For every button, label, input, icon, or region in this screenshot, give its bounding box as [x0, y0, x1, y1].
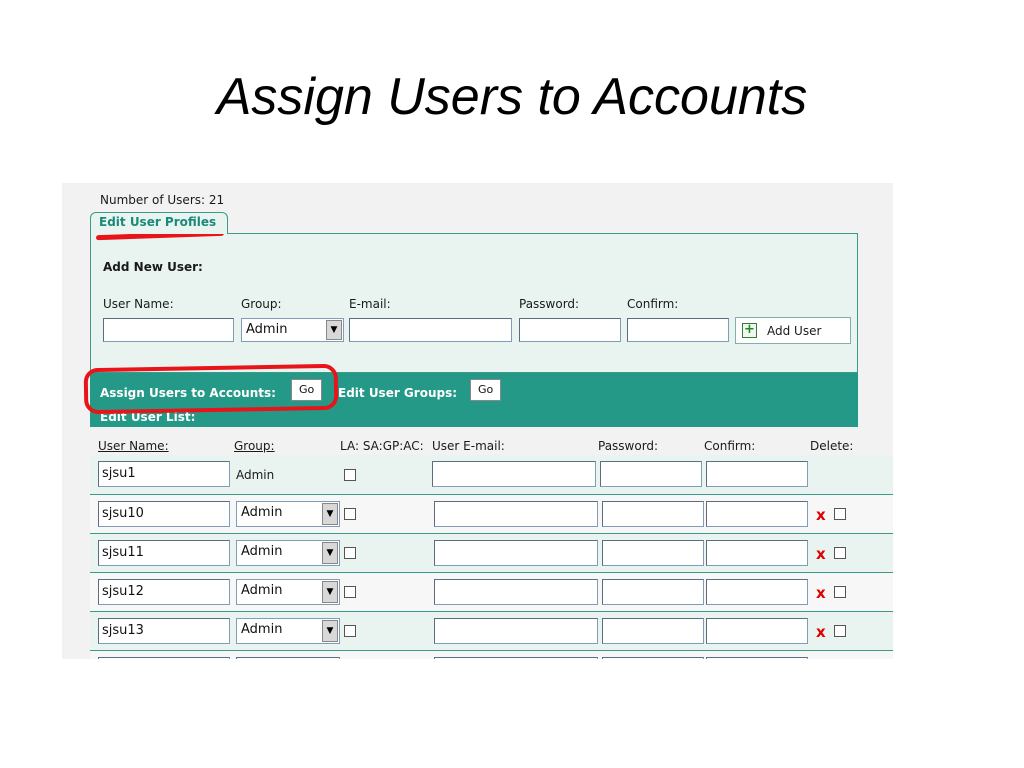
row-email-input[interactable] — [434, 540, 598, 566]
row-user-name-input[interactable]: sjsu1 — [98, 461, 230, 487]
col-user-name[interactable]: User Name: — [98, 439, 169, 453]
action-bar — [90, 373, 858, 410]
new-user-name-input[interactable] — [103, 318, 234, 342]
assign-users-go-button[interactable]: Go — [291, 379, 322, 401]
row-group-select[interactable] — [236, 579, 340, 605]
screenshot-panel — [62, 183, 893, 659]
email-label: E-mail: — [349, 297, 391, 311]
row-email-input[interactable] — [432, 461, 596, 487]
row-la-checkbox[interactable] — [344, 625, 356, 637]
add-user-icon: + — [742, 323, 757, 338]
group-label: Group: — [241, 297, 282, 311]
chevron-down-icon[interactable]: ▼ — [322, 581, 338, 603]
col-delete: Delete: — [810, 439, 854, 453]
delete-x-icon[interactable]: x — [816, 623, 826, 641]
edit-user-list-title: Edit User List: — [100, 410, 196, 424]
tab-edit-user-profiles[interactable]: Edit User Profiles — [90, 212, 228, 234]
row-delete-checkbox[interactable] — [834, 508, 846, 520]
row-group-value: Admin — [241, 622, 283, 637]
new-user-email-input[interactable] — [349, 318, 512, 342]
table-row — [90, 572, 893, 611]
new-user-confirm-input[interactable] — [627, 318, 729, 342]
row-user-name-input[interactable]: sjsu10 — [98, 501, 230, 527]
row-confirm-input[interactable] — [706, 461, 808, 487]
row-password-input[interactable] — [600, 461, 702, 487]
col-group[interactable]: Group: — [234, 439, 275, 453]
row-password-input[interactable] — [602, 657, 704, 659]
table-row — [90, 533, 893, 572]
password-label: Password: — [519, 297, 580, 311]
row-user-name-input[interactable]: sjsu13 — [98, 618, 230, 644]
delete-x-icon[interactable]: x — [816, 506, 826, 524]
col-password: Password: — [598, 439, 659, 453]
row-email-input[interactable] — [434, 657, 598, 659]
row-group-select[interactable] — [236, 501, 340, 527]
user-list-table — [90, 427, 893, 659]
edit-user-groups-go-button[interactable]: Go — [470, 379, 501, 401]
add-user-panel — [90, 233, 858, 373]
row-la-checkbox[interactable] — [344, 547, 356, 559]
user-name-label: User Name: — [103, 297, 174, 311]
col-flags: LA: SA:GP:AC: — [340, 439, 424, 453]
row-group-select[interactable] — [236, 657, 340, 659]
row-user-name-input[interactable]: sjsu11 — [98, 540, 230, 566]
delete-x-icon[interactable]: x — [816, 584, 826, 602]
row-group-value: Admin — [241, 583, 283, 598]
row-delete-checkbox[interactable] — [834, 586, 846, 598]
assign-users-label: Assign Users to Accounts: — [100, 386, 276, 400]
row-confirm-input[interactable] — [706, 579, 808, 605]
add-user-button-label: Add User — [767, 323, 822, 338]
user-count: Number of Users: 21 — [100, 193, 225, 207]
row-email-input[interactable] — [434, 579, 598, 605]
col-email: User E-mail: — [432, 439, 505, 453]
new-user-group-select[interactable] — [241, 318, 344, 342]
row-email-input[interactable] — [434, 501, 598, 527]
chevron-down-icon[interactable]: ▼ — [326, 320, 342, 340]
group-select-value: Admin — [246, 322, 288, 337]
row-la-checkbox[interactable] — [344, 508, 356, 520]
delete-x-icon[interactable]: x — [816, 545, 826, 563]
row-confirm-input[interactable] — [706, 618, 808, 644]
row-group-select[interactable] — [236, 618, 340, 644]
table-row — [90, 650, 893, 659]
row-confirm-input[interactable] — [706, 540, 808, 566]
new-user-password-input[interactable] — [519, 318, 621, 342]
edit-user-groups-label: Edit User Groups: — [338, 386, 458, 400]
add-user-button[interactable] — [735, 317, 851, 344]
slide-title: Assign Users to Accounts — [216, 68, 808, 126]
row-confirm-input[interactable] — [706, 657, 808, 659]
row-delete-checkbox[interactable] — [834, 547, 846, 559]
row-email-input[interactable] — [434, 618, 598, 644]
table-row — [90, 455, 893, 494]
row-user-name-input[interactable]: sjsu12 — [98, 579, 230, 605]
chevron-down-icon[interactable]: ▼ — [322, 542, 338, 564]
row-group-value: Admin — [241, 505, 283, 520]
chevron-down-icon[interactable]: ▼ — [322, 620, 338, 642]
table-row — [90, 494, 893, 533]
row-la-checkbox[interactable] — [344, 586, 356, 598]
row-group-value: Admin — [241, 544, 283, 559]
col-confirm: Confirm: — [704, 439, 756, 453]
row-password-input[interactable] — [602, 540, 704, 566]
row-confirm-input[interactable] — [706, 501, 808, 527]
row-group-value: Admin — [236, 468, 275, 482]
table-row — [90, 611, 893, 650]
add-user-heading: Add New User: — [103, 260, 203, 274]
row-group-select[interactable] — [236, 540, 340, 566]
row-password-input[interactable] — [602, 579, 704, 605]
row-password-input[interactable] — [602, 501, 704, 527]
row-user-name-input[interactable] — [98, 657, 230, 659]
chevron-down-icon[interactable]: ▼ — [322, 503, 338, 525]
row-la-checkbox[interactable] — [344, 469, 356, 481]
row-password-input[interactable] — [602, 618, 704, 644]
edit-user-list-header — [90, 410, 858, 427]
confirm-label: Confirm: — [627, 297, 679, 311]
row-delete-checkbox[interactable] — [834, 625, 846, 637]
